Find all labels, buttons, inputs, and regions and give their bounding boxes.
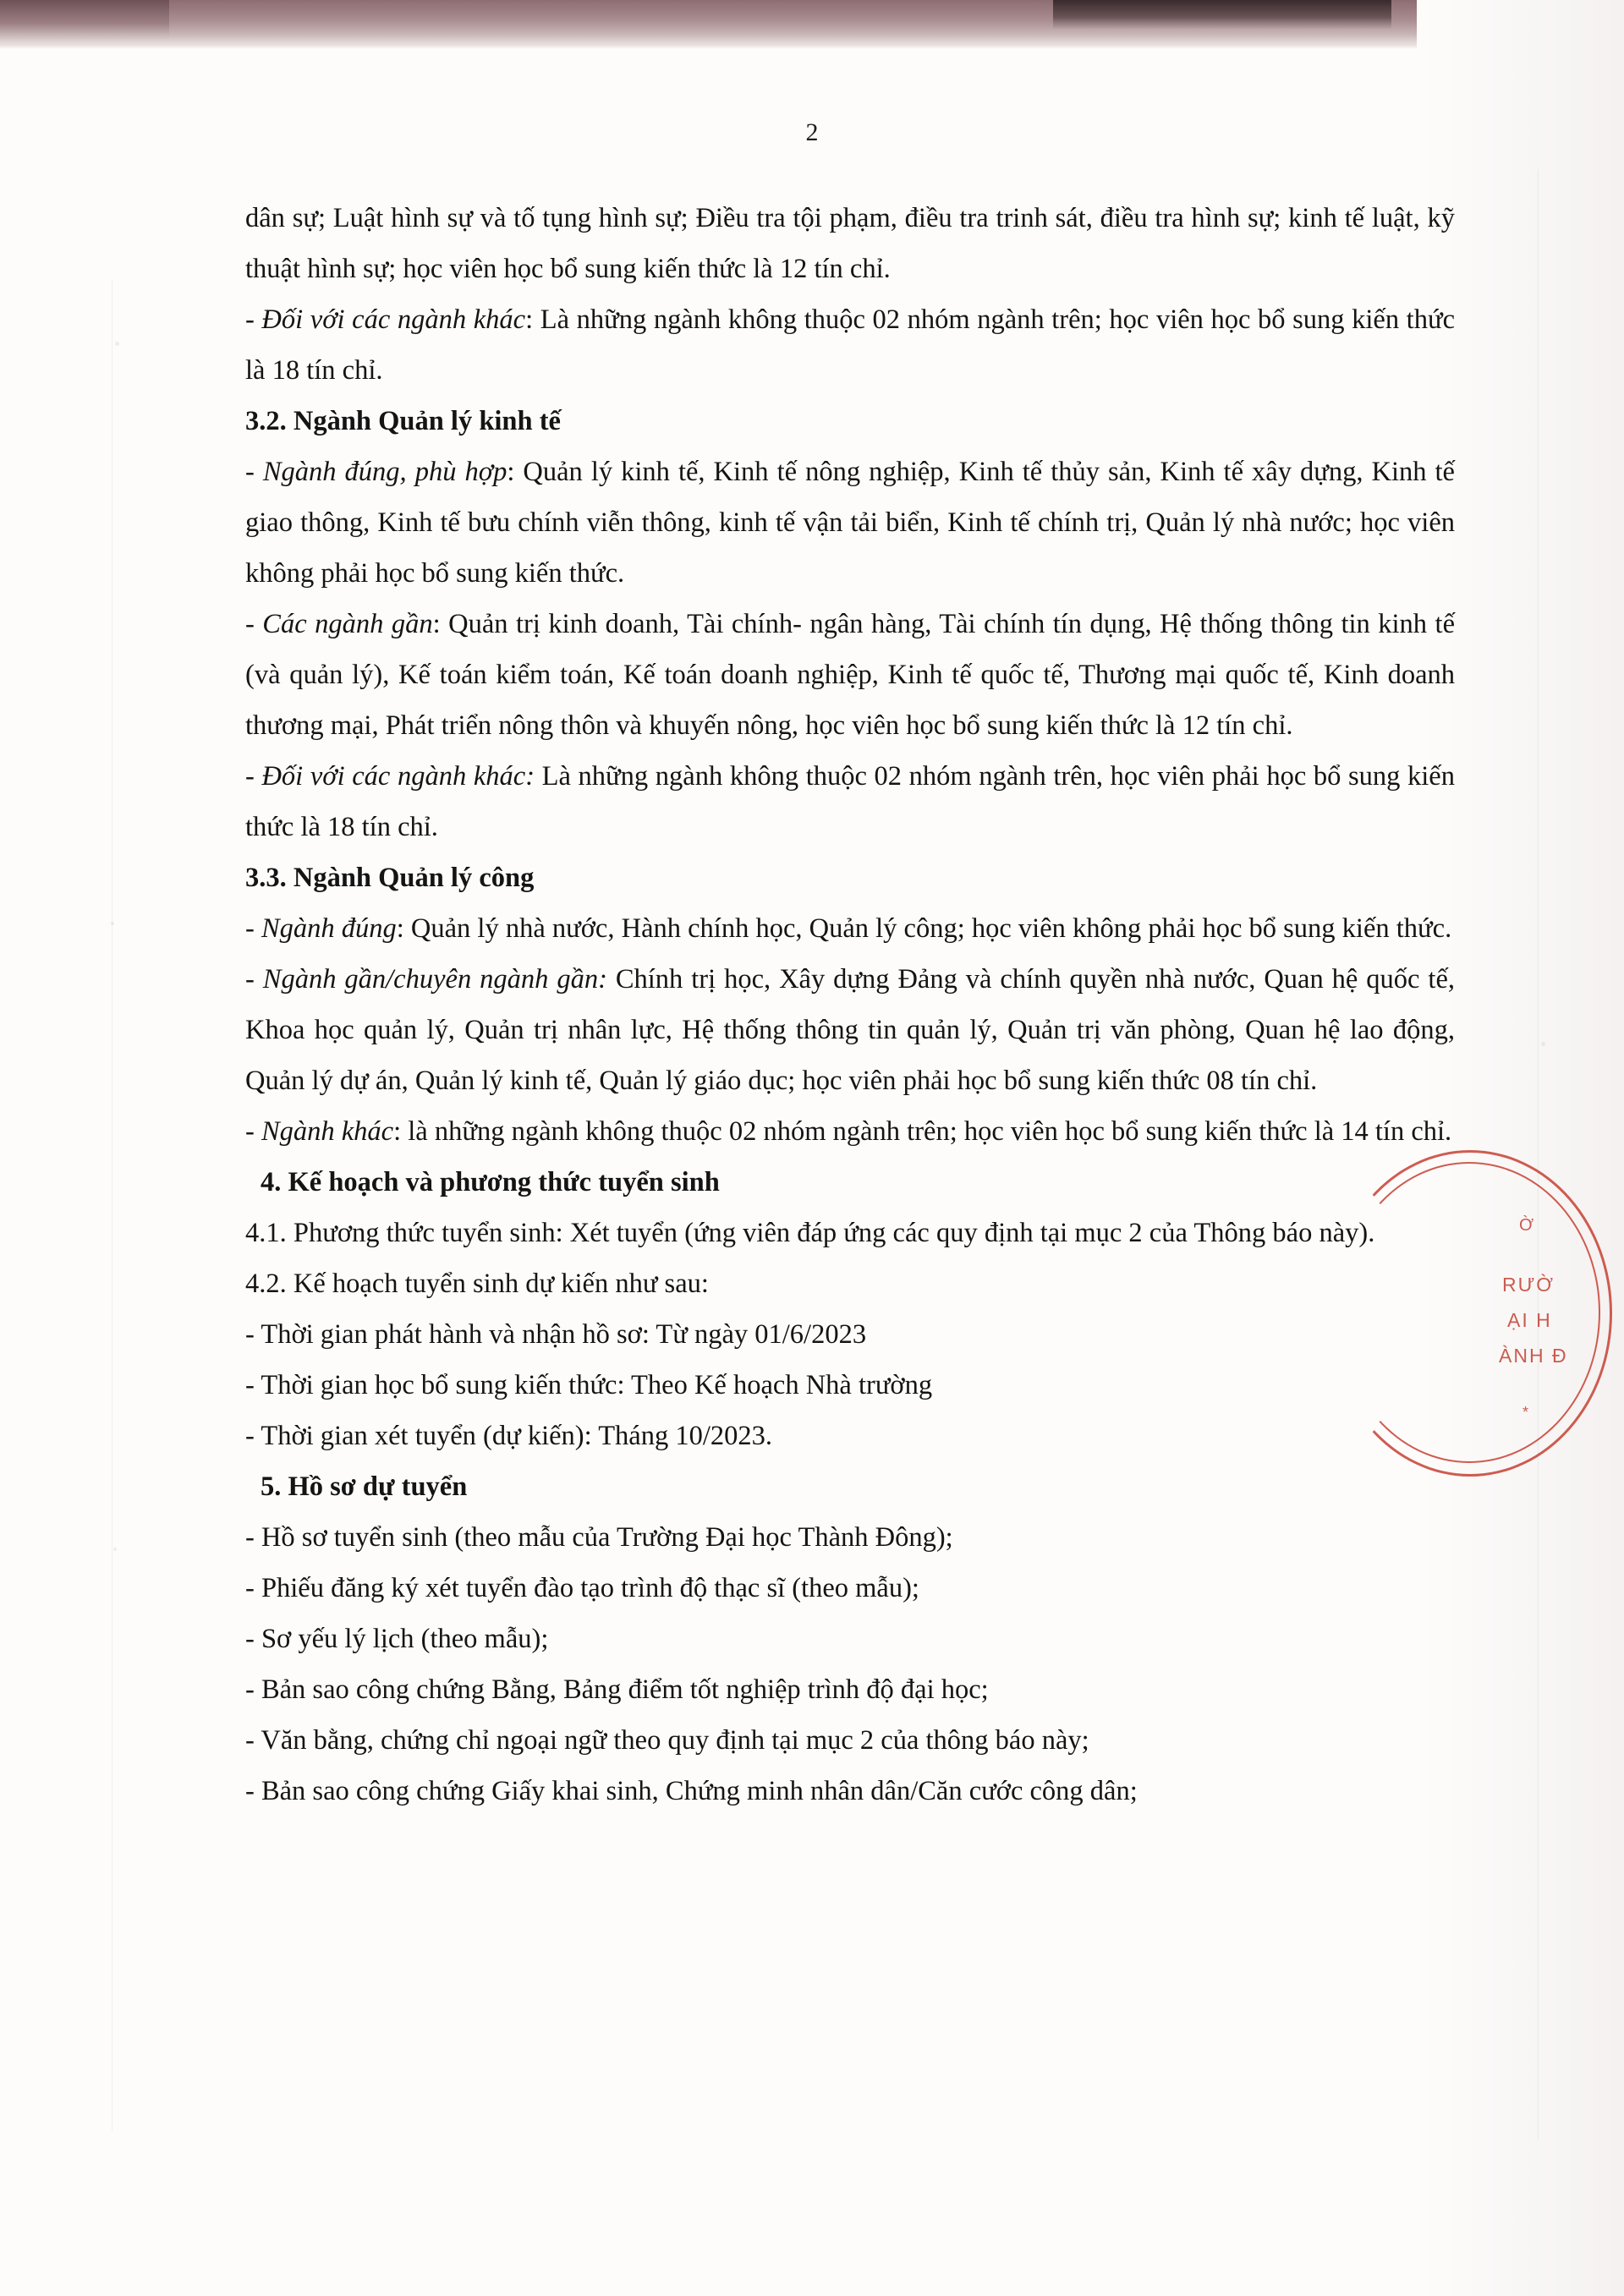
paragraph-p2 xyxy=(245,294,1455,396)
document-text-column xyxy=(245,193,1455,1817)
paragraph-p3 xyxy=(245,447,1455,599)
paragraph-p18: - Văn bằng, chứng chỉ ngoại ngữ theo quy định tại mục 2 của thông báo này; xyxy=(245,1725,1089,1756)
run-italic: - Ngành đúng, phù hợp xyxy=(245,457,508,487)
run-normal: Chính trị học, Xây dựng Đảng và chính quyền nhà nước, Quan hệ quốc tế, Khoa học quản lý, Quản trị nhân lực, Hệ thống thông tin quản lý, Quản trị văn phòng, Quan hệ lao động, Quản lý dự án, Quản lý kinh tế, Quản lý giáo dục; học viên phải học bổ sung kiến thức 08 tín chỉ. xyxy=(245,964,1455,1096)
run-italic: - Ngành khác xyxy=(245,1116,394,1147)
paragraph-p10: 4.2. Kế hoạch tuyển sinh dự kiến như sau: xyxy=(245,1269,709,1299)
run-normal: Là những ngành không thuộc 02 nhóm ngành trên, học viên phải học bổ sung kiến thức là 18 tín chỉ. xyxy=(245,761,1455,842)
heading-5: 5. Hồ sơ dự tuyển xyxy=(261,1471,468,1502)
seal-text-line-2: RƯỜ xyxy=(1502,1274,1555,1296)
run-italic: - Ngành gần/chuyên ngành gần: xyxy=(245,964,607,995)
paragraph-p4 xyxy=(245,599,1455,751)
paragraph-p8 xyxy=(245,1106,1455,1157)
run-italic: - Đối với các ngành khác xyxy=(245,304,526,335)
seal-text-line-5: * xyxy=(1522,1404,1533,1421)
paragraph-p16: - Sơ yếu lý lịch (theo mẫu); xyxy=(245,1624,549,1654)
paragraph-p14: - Hồ sơ tuyển sinh (theo mẫu của Trường Đại học Thành Đông); xyxy=(245,1522,953,1553)
paragraph-p13: - Thời gian xét tuyển (dự kiến): Tháng 10/2023. xyxy=(245,1421,773,1451)
run-normal: : là những ngành không thuộc 02 nhóm ngành trên; học viên học bổ sung kiến thức là 14 tín chỉ. xyxy=(393,1116,1452,1147)
seal-text-line-1: Ờ xyxy=(1519,1216,1536,1235)
paragraph-p15: - Phiếu đăng ký xét tuyển đào tạo trình độ thạc sĩ (theo mẫu); xyxy=(245,1573,919,1603)
paragraph-p1: dân sự; Luật hình sự và tố tụng hình sự; Điều tra tội phạm, điều tra trinh sát, điều tra hình sự; kinh tế luật, kỹ thuật hình sự; học viên học bổ sung kiến thức là 12 tín chỉ. xyxy=(245,203,1455,284)
run-normal: : Quản lý nhà nước, Hành chính học, Quản lý công; học viên không phải học bổ sung kiến thức. xyxy=(396,913,1452,944)
heading-3-3: 3.3. Ngành Quản lý công xyxy=(245,863,535,893)
paragraph-p19: - Bản sao công chứng Giấy khai sinh, Chứng minh nhân dân/Căn cước công dân; xyxy=(245,1776,1138,1806)
seal-text-line-4: ÀNH Đ xyxy=(1499,1345,1568,1367)
paragraph-p12: - Thời gian học bổ sung kiến thức: Theo Kế hoạch Nhà trường xyxy=(245,1370,933,1400)
run-normal: : Quản lý kinh tế, Kinh tế nông nghiệp, Kinh tế thủy sản, Kinh tế xây dựng, Kinh tế giao thông, Kinh tế bưu chính viễn thông, kinh tế vận tải biển, Kinh tế chính trị, Quản lý nhà nước; học viên không phải học bổ sung kiến thức. xyxy=(245,457,1455,589)
run-normal: : Quản trị kinh doanh, Tài chính- ngân hàng, Tài chính tín dụng, Hệ thống thông tin kinh tế (và quản lý), Kế toán kiểm toán, Kế toán doanh nghiệp, Kinh tế quốc tế, Thương mại quốc tế, Kinh doanh thương mại, Phát triển nông thôn và khuyến nông, học viên học bổ sung kiến thức là 12 tín chỉ. xyxy=(245,609,1455,741)
paragraph-p9: 4.1. Phương thức tuyển sinh: Xét tuyển (ứng viên đáp ứng các quy định tại mục 2 của Thông báo này). xyxy=(245,1218,1375,1248)
seal-text-line-3: ẠI H xyxy=(1507,1309,1552,1331)
heading-4: 4. Kế hoạch và phương thức tuyển sinh xyxy=(261,1167,720,1197)
run-italic: - Các ngành gần xyxy=(245,609,433,639)
paragraph-p11: - Thời gian phát hành và nhận hồ sơ: Từ ngày 01/6/2023 xyxy=(245,1319,867,1350)
run-normal: : Là những ngành không thuộc 02 nhóm ngành trên; học viên học bổ sung kiến thức là 18 tín chỉ. xyxy=(245,304,1456,386)
run-italic: - Ngành đúng xyxy=(245,913,397,944)
page-number: 2 xyxy=(805,118,819,146)
paragraph-p17: - Bản sao công chứng Bằng, Bảng điểm tốt nghiệp trình độ đại học; xyxy=(245,1674,989,1705)
paragraph-p5 xyxy=(245,751,1455,852)
run-italic: - Đối với các ngành khác: xyxy=(245,761,535,792)
paragraph-p7 xyxy=(245,954,1455,1106)
paragraph-p6 xyxy=(245,903,1455,954)
heading-3-2: 3.2. Ngành Quản lý kinh tế xyxy=(245,406,561,436)
